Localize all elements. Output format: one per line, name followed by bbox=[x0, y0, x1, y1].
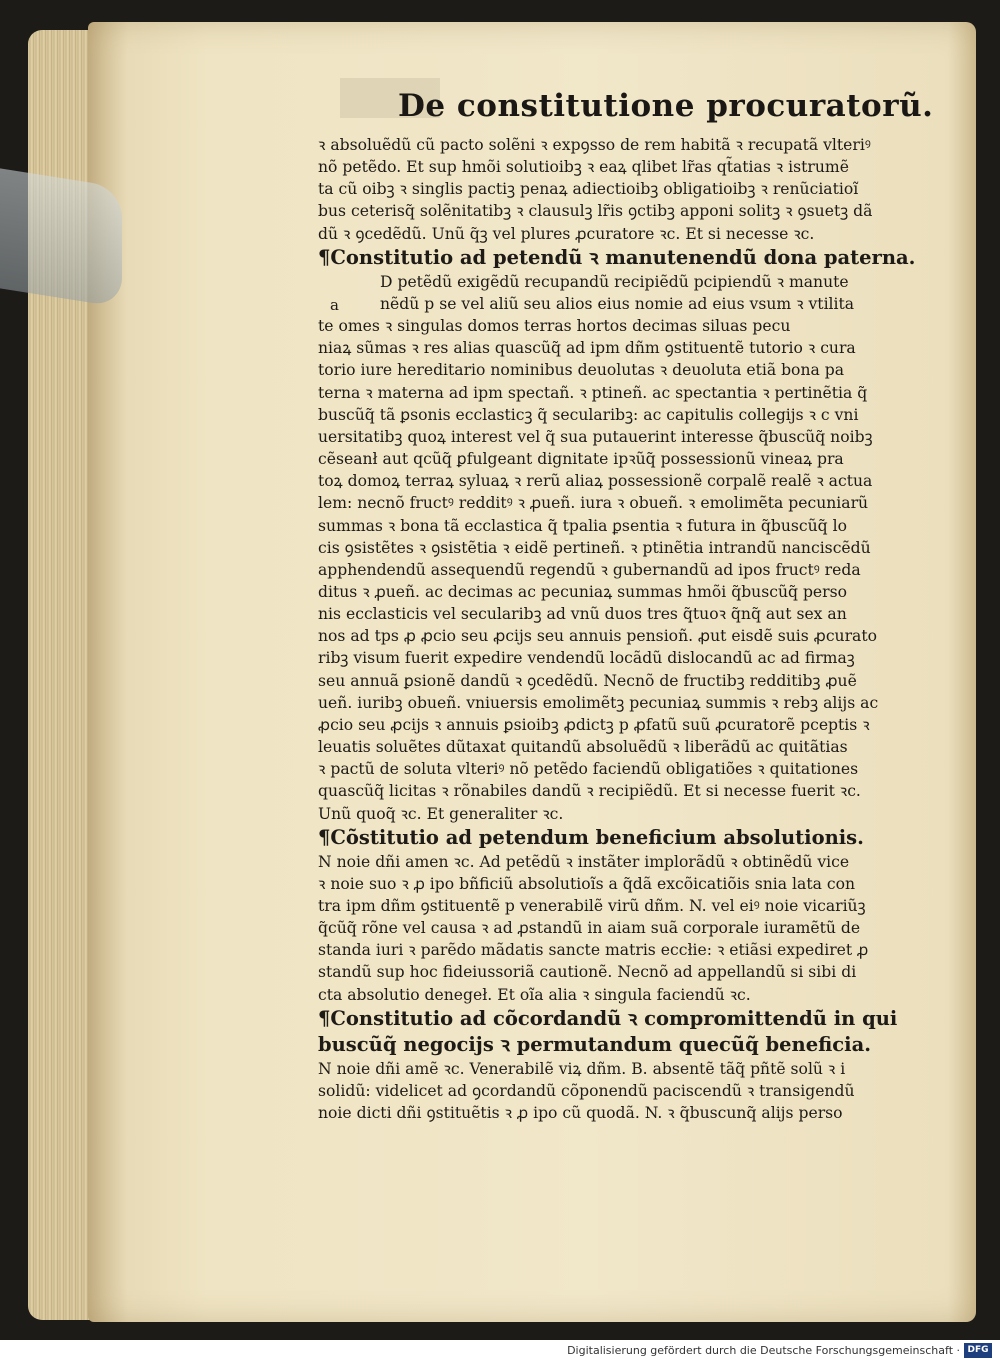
text-line: noie dicti dñi ꝯstituẽtis ꝛ ꝓ ipo cũ quodã. N. ꝛ q̃buscunq̃ alijs perso bbox=[318, 1104, 843, 1123]
text-line: N noie dñi amẽ ꝛc. Venerabilẽ viꝝ dñm. B. absentẽ tãq̃ pñtẽ solũ ꝛ i bbox=[318, 1059, 846, 1078]
text-line: nis ecclasticis vel secularibꝫ ad vnũ duos tres q̃tuoꝛ q̃nq̃ aut sex an bbox=[318, 605, 847, 624]
text-line: bus ceterisq̃ solẽnitatibꝫ ꝛ clausulꝫ lr̃is ꝯctibꝫ apponi solitꝫ ꝛ ꝯsuetꝫ dã bbox=[318, 202, 873, 221]
text-line: dũ ꝛ ꝯcedẽdũ. Unũ q̃ꝫ vel plures ꝓcuratore ꝛc. Et si necesse ꝛc. bbox=[318, 224, 815, 243]
text-line: ribꝫ visum fuerit expedire vendendũ locãdũ dislocandũ ac ad firmaꝫ bbox=[318, 649, 855, 668]
bookmark-strip bbox=[0, 168, 122, 307]
text-line: ditus ꝛ ꝓueñ. ac decimas ac pecuniaꝝ summas hmõi q̃buscũq̃ perso bbox=[318, 582, 847, 601]
text-line: cta absolutio denegeł. Et oĩa alia ꝛ singula faciendũ ꝛc. bbox=[318, 985, 751, 1004]
text-line: ta cũ oibꝫ ꝛ singlis pactiꝫ penaꝝ adiectioibꝫ obligatioibꝫ ꝛ renũciatioĩ bbox=[318, 180, 859, 199]
text-line: nos ad tps ꝓ ꝓcio seu ꝓcijs seu annuis pensioñ. ꝓut eisdẽ suis ꝓcurato bbox=[318, 627, 877, 646]
text-line: solidũ: videlicet ad ꝯcordandũ cõponendũ paciscendũ ꝛ transigendũ bbox=[318, 1081, 855, 1100]
text-line: te omes ꝛ singulas domos terras hortos decimas siluas pecu bbox=[318, 317, 791, 336]
text-line: summas ꝛ bona tã ecclastica q̃ tpalia ꝑsentia ꝛ futura in q̃buscũq̃ lo bbox=[318, 516, 847, 535]
dfg-logo: DFG bbox=[964, 1343, 992, 1358]
section-heading: buscũq̃ negocijs ꝛ permutandum quecũq̃ beneficia. bbox=[318, 1032, 872, 1056]
footer-bar bbox=[0, 1340, 1000, 1362]
text-line: Unũ quoq̃ ꝛc. Et generaliter ꝛc. bbox=[318, 804, 564, 823]
text-line: standa iuri ꝛ parẽdo mãdatis sancte matris eccłie: ꝛ etiãsi expediret ꝓ bbox=[318, 941, 869, 960]
text-line: standũ sup hoc fideiussoriã cautionẽ. Necnõ ad appellandũ si sibi di bbox=[318, 963, 857, 982]
text-line: ꝛ noie suo ꝛ ꝓ ipo bñficiũ absolutioĩs a q̃dã excõicatiõis snia lata con bbox=[318, 874, 856, 893]
body-text bbox=[318, 134, 916, 1124]
section-heading: ¶Constitutio ad cõcordandũ ꝛ compromittendũ in qui bbox=[318, 1006, 898, 1030]
text-line: buscũq̃ tã ꝑsonis ecclasticꝫ q̃ secularibꝫ: ac capitulis collegijs ꝛ c vni bbox=[318, 405, 859, 424]
text-line: tra ipm dñm ꝯstituentẽ p venerabilẽ virũ dñm. N. vel eiꝰ noie vicariũꝫ bbox=[318, 897, 866, 915]
text-line: toꝝ domoꝝ terraꝝ syluaꝝ ꝛ rerũ aliaꝝ possessionẽ corpalẽ realẽ ꝛ actua bbox=[318, 472, 873, 491]
margin-letter: a bbox=[330, 296, 339, 314]
text-line: leuatis soluẽtes dũtaxat quitandũ absoluẽdũ ꝛ liberãdũ ac quitãtias bbox=[318, 738, 848, 757]
funding-note: Digitalisierung gefördert durch die Deutsche Forschungsgemeinschaft · bbox=[567, 1344, 960, 1357]
section-heading: ¶Cõstitutio ad petendum beneficium absolutionis. bbox=[318, 825, 864, 849]
text-line: quascũq̃ licitas ꝛ rõnabiles dandũ ꝛ recipiẽdũ. Et si necesse fuerit ꝛc. bbox=[318, 782, 861, 801]
text-line: lem: necnõ fructꝰ redditꝰ ꝛ ꝓueñ. iura ꝛ obueñ. ꝛ emolimẽta pecuniarũ bbox=[318, 494, 869, 513]
text-line: ueñ. iuribꝫ obueñ. vniuersis emolimẽtꝫ pecuniaꝝ summis ꝛ rebꝫ alijs ac bbox=[318, 693, 879, 712]
text-line: cis ꝯsistẽtes ꝛ ꝯsistẽtia ꝛ eidẽ pertineñ. ꝛ ptinẽtia intrandũ nanciscẽdũ bbox=[318, 538, 871, 557]
text-line: cẽseanł aut qcũq̃ ꝑfulgeant dignitate ipꝛũq̃ possessionũ vineaꝝ pra bbox=[318, 450, 844, 469]
text-line: ꝓcio seu ꝓcijs ꝛ annuis ꝑsioibꝫ ꝓdictꝫ p ꝓfatũ suũ ꝓcuratorẽ pceptis ꝛ bbox=[318, 715, 870, 734]
text-line: apphendendũ assequendũ regendũ ꝛ gubernandũ ad ipos fructꝰ reda bbox=[318, 560, 861, 579]
section-heading: ¶Constitutio ad petendũ ꝛ manutenendũ dona paterna. bbox=[318, 245, 916, 269]
running-header: De constitutione procuratorũ. bbox=[398, 88, 934, 124]
text-line: uersitatibꝫ quoꝝ interest vel q̃ sua putauerint interesse q̃buscũq̃ noibꝫ bbox=[318, 427, 873, 446]
text-line: torio iure hereditario nominibus deuolutas ꝛ deuoluta etiã bona pa bbox=[318, 361, 845, 380]
text-line: nẽdũ p se vel aliũ seu alios eius nomie ad eius vsum ꝛ vtilita bbox=[380, 294, 855, 313]
text-line: ꝛ pactũ de soluta vlteriꝰ nõ petẽdo faciendũ obligatiões ꝛ quitationes bbox=[318, 760, 859, 779]
text-line: terna ꝛ materna ad ipm spectañ. ꝛ ptineñ. ac spectantia ꝛ pertinẽtia q̃ bbox=[318, 383, 868, 402]
text-line: niaꝝ sũmas ꝛ res alias quascũq̃ ad ipm dñm ꝯstituentẽ tutorio ꝛ cura bbox=[318, 339, 856, 358]
text-line: q̃cũq̃ rõne vel causa ꝛ ad ꝓstandũ in aiam suã corporale iuramẽtũ de bbox=[318, 919, 861, 938]
text-line: nõ petẽdo. Et sup hmõi solutioibꝫ ꝛ eaꝝ qlibet lr̃as qt̃atias ꝛ istrumẽ bbox=[318, 158, 849, 177]
text-line: N noie dñi amen ꝛc. Ad petẽdũ ꝛ instãter implorãdũ ꝛ obtinẽdũ vice bbox=[318, 852, 850, 871]
text-line: seu annuã ꝑsionẽ dandũ ꝛ ꝯcedẽdũ. Necnõ de fructibꝫ redditibꝫ ꝓuẽ bbox=[318, 671, 857, 690]
text-line: ꝛ absoluẽdũ cũ pacto solẽni ꝛ expꝯsso de rem habitã ꝛ recupatã vlteriꝰ bbox=[318, 136, 871, 154]
text-line: D petẽdũ exigẽdũ recupandũ recipiẽdũ pcipiendũ ꝛ manute bbox=[380, 272, 849, 291]
